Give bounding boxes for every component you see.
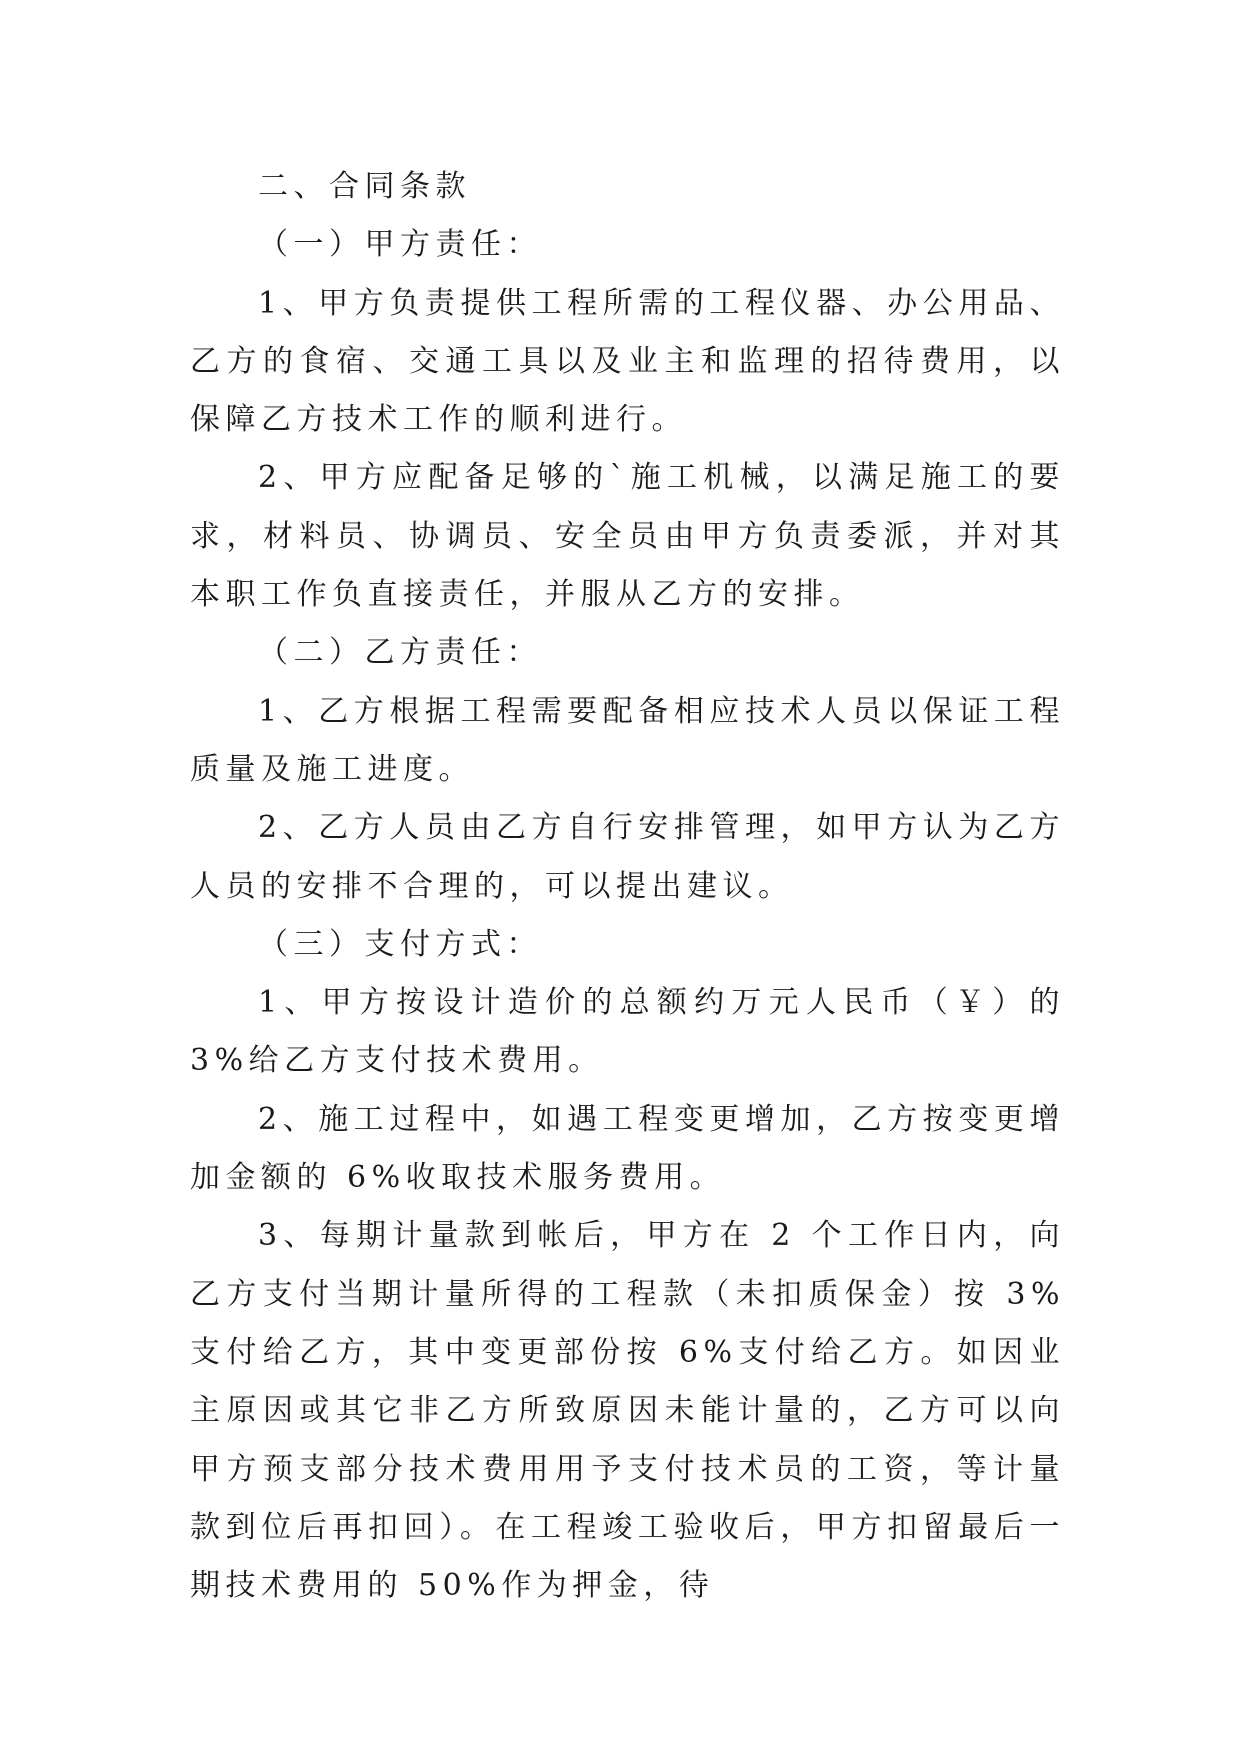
section-heading: 二、合同条款 — [258, 169, 471, 204]
part2-item-2: 2、乙方人员由乙方自行安排管理，如甲方认为乙方人员的安排不合理的，可以提出建议。 — [190, 810, 1065, 904]
part1-item-1: 1、甲方负责提供工程所需的工程仪器、办公用品、乙方的食宿、交通工具以及业主和监理的招待费用，以保障乙方技术工作的顺利进行。 — [190, 285, 1065, 438]
part1-heading: （一）甲方责任： — [258, 227, 542, 263]
part2-item-1: 1、乙方根据工程需要配备相应技术人员以保证工程质量及施工进度。 — [190, 693, 1065, 787]
part3-item-1: 1、甲方按设计造价的总额约万元人民币（￥）的 3%给乙方支付技术费用。 — [190, 985, 1065, 1079]
part1-item-2: 2、甲方应配备足够的`施工机械，以满足施工的要求，材料员、协调员、安全员由甲方负责委派，并对其本职工作负直接责任，并服从乙方的安排。 — [190, 460, 1065, 613]
document-body — [190, 158, 1065, 1615]
part2-heading: （二）乙方责任： — [258, 635, 542, 671]
part3-item-3: 3、每期计量款到帐后，甲方在 2 个工作日内，向乙方支付当期计量所得的工程款（未扣质保金）按 3%支付给乙方，其中变更部份按 6%支付给乙方。如因业主原因或其它非乙方所致原因未能计量的，乙方可以向甲方预支部分技术费用用予支付技术员的工资，等计量款到位后再扣回）。在工程竣工验收后，甲方扣留最后一期技术费用的 50%作为押金，待 — [190, 1218, 1065, 1604]
part3-item-2: 2、施工过程中，如遇工程变更增加，乙方按变更增加金额的 6%收取技术服务费用。 — [190, 1101, 1065, 1196]
part3-heading: （三）支付方式： — [258, 926, 542, 962]
